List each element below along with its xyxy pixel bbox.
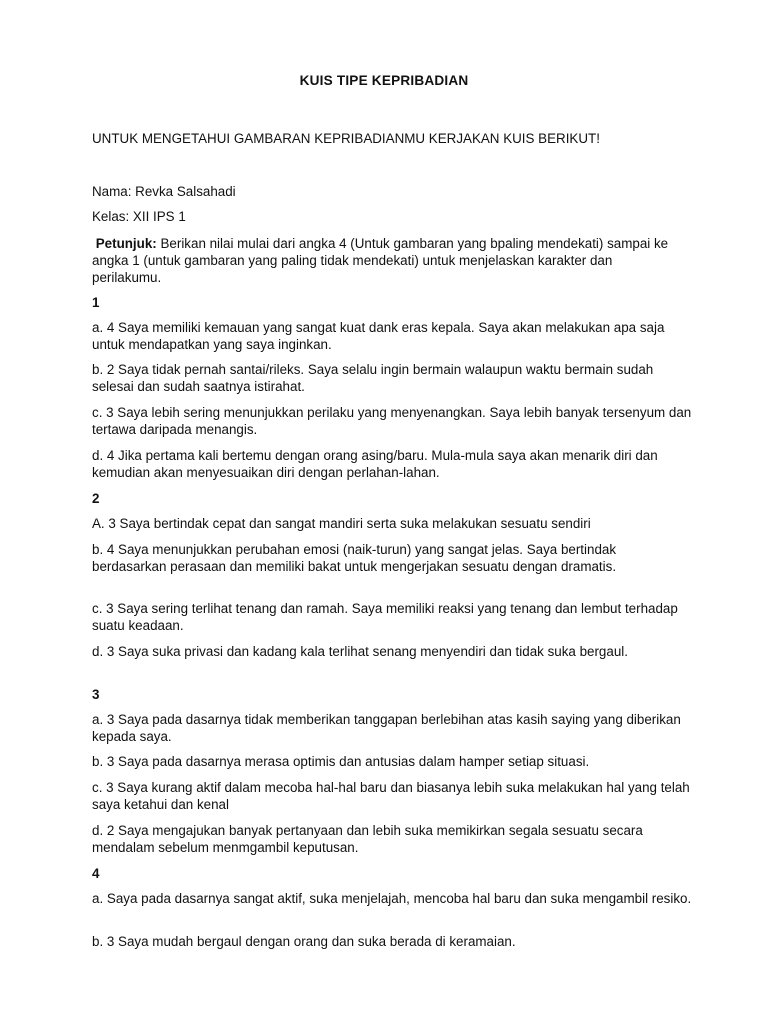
class-line: Kelas: XII IPS 1 [92, 209, 186, 224]
answer-option: b. 3 Saya pada dasarnya merasa optimis dan antusias dalam hamper setiap situasi. [92, 754, 590, 769]
question-number: 3 [92, 687, 100, 702]
answer-option: b. 2 Saya tidak pernah santai/rileks. Saya selalu ingin bermain walaupun waktu bermain sudah selesai dan sudah saatnya istirahat. [92, 362, 654, 394]
answer-option: d. 2 Saya mengajukan banyak pertanyaan dan lebih suka memikirkan segala sesuatu secara mendalam sebelum menmgambil keputusan. [92, 823, 643, 855]
answer-option: d. 4 Jika pertama kali bertemu dengan orang asing/baru. Mula-mula saya akan menarik diri dan kemudian akan menyesuaikan diri dengan perlahan-lahan. [92, 448, 658, 480]
question-number: 2 [92, 491, 100, 506]
answer-option: c. 3 Saya sering terlihat tenang dan ramah. Saya memiliki reaksi yang tenang dan lembut terhadap suatu keadaan. [92, 601, 678, 633]
intro-text: UNTUK MENGETAHUI GAMBARAN KEPRIBADIANMU KERJAKAN KUIS BERIKUT! [92, 131, 600, 146]
question-number: 1 [92, 295, 100, 310]
answer-option: a. 4 Saya memiliki kemauan yang sangat kuat dank eras kepala. Saya akan melakukan apa saja untuk mendapatkan yang saya inginkan. [92, 320, 665, 352]
answer-option: a. 3 Saya pada dasarnya tidak memberikan tanggapan berlebihan atas kasih saying yang diberikan kepada saya. [92, 712, 681, 744]
answer-option: a. Saya pada dasarnya sangat aktif, suka menjelajah, mencoba hal baru dan suka mengambil resiko. [92, 891, 692, 906]
instruction-label: Petunjuk: [95, 236, 157, 251]
answer-option: b. 3 Saya mudah bergaul dengan orang dan suka berada di keramaian. [92, 934, 516, 949]
instruction-paragraph [92, 235, 682, 286]
answer-option: c. 3 Saya lebih sering menunjukkan perilaku yang menyenangkan. Saya lebih banyak tersenyum dan tertawa daripada menangis. [92, 405, 692, 437]
instruction-text: Berikan nilai mulai dari angka 4 (Untuk gambaran yang bpaling mendekati) sampai ke angka 1 (untuk gambaran yang paling tidak mendekati) untuk menjelaskan karakter dan perilakumu. [92, 236, 669, 285]
answer-option: d. 3 Saya suka privasi dan kadang kala terlihat senang menyendiri dan tidak suka bergaul. [92, 644, 628, 659]
answer-option: b. 4 Saya menunjukkan perubahan emosi (naik-turun) yang sangat jelas. Saya bertindak berdasarkan perasaan dan memiliki bakat untuk mengerjakan sesuatu dengan dramatis. [92, 542, 617, 574]
answer-option: A. 3 Saya bertindak cepat dan sangat mandiri serta suka melakukan sesuatu sendiri [92, 516, 591, 531]
document-title: KUIS TIPE KEPRIBADIAN [299, 73, 469, 88]
name-line: Nama: Revka Salsahadi [92, 184, 236, 199]
answer-option: c. 3 Saya kurang aktif dalam mecoba hal-hal baru dan biasanya lebih suka melakukan hal yang telah saya ketahui dan kenal [92, 780, 690, 812]
question-number: 4 [92, 866, 100, 881]
